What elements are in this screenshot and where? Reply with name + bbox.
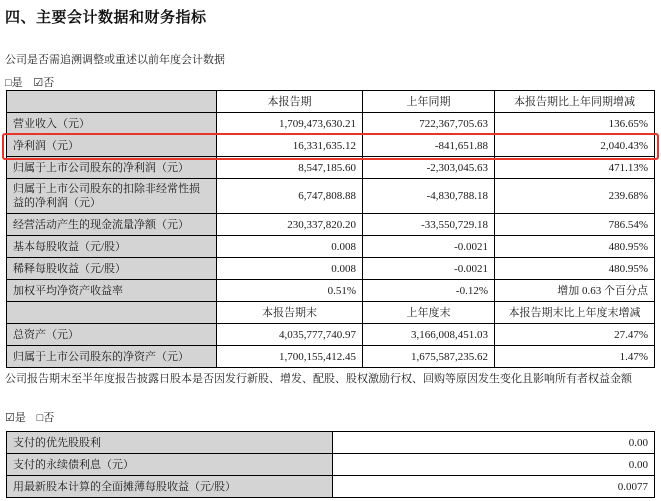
current-value-cell: 0.008 <box>217 258 363 280</box>
header-prior-period: 上年同期 <box>363 91 495 113</box>
prior-value-cell: -2,303,045.63 <box>363 157 495 179</box>
row-label-cell: 营业收入（元） <box>7 113 217 135</box>
share-change-checkbox-group <box>5 409 62 425</box>
table-row <box>7 179 655 214</box>
table-row <box>7 157 655 179</box>
restate-checkbox-group <box>5 74 62 90</box>
table-row <box>7 346 655 368</box>
table-row <box>7 214 655 236</box>
change-value-cell: 1.47% <box>495 346 655 368</box>
row-label-cell: 归属于上市公司股东的净利润（元） <box>7 157 217 179</box>
current-value-cell: 1,700,155,412.45 <box>217 346 363 368</box>
table-row <box>7 113 655 135</box>
current-value-cell: 230,337,820.20 <box>217 214 363 236</box>
current-value-cell: 1,709,473,630.21 <box>217 113 363 135</box>
endpoint-header-row <box>7 302 655 324</box>
row-label-cell: 稀释每股收益（元/股） <box>7 258 217 280</box>
share-rows-body <box>7 432 655 498</box>
prior-value-cell: -4,830,788.18 <box>363 179 495 214</box>
row-label-cell: 用最新股本计算的全面摊薄每股收益（元/股） <box>7 476 333 498</box>
period-rows-body <box>7 113 655 302</box>
prior-value-cell: 1,675,587,235.62 <box>363 346 495 368</box>
endpoint-rows-body <box>7 324 655 368</box>
header-current-endpoint: 本报告期末 <box>217 302 363 324</box>
prior-value-cell: 3,166,008,451.03 <box>363 324 495 346</box>
table-row <box>7 135 655 157</box>
value-cell: 0.0077 <box>333 476 655 498</box>
table-row <box>7 280 655 302</box>
prior-value-cell: -0.12% <box>363 280 495 302</box>
question-restate: 公司是否需追溯调整或重述以前年度会计数据 <box>5 54 225 66</box>
table-row <box>7 432 655 454</box>
header-prior-endpoint: 上年度末 <box>363 302 495 324</box>
prior-value-cell: -0.0021 <box>363 258 495 280</box>
share-change-yes-checkbox: ☑是 <box>5 412 26 424</box>
change-value-cell: 2,040.43% <box>495 135 655 157</box>
row-label-cell: 支付的永续债利息（元） <box>7 454 333 476</box>
page-title: 四、主要会计数据和财务指标 <box>5 10 207 26</box>
table-row <box>7 236 655 258</box>
row-label-cell: 加权平均净资产收益率 <box>7 280 217 302</box>
row-label-cell: 归属于上市公司股东的净资产（元） <box>7 346 217 368</box>
prior-value-cell: 722,367,705.63 <box>363 113 495 135</box>
current-value-cell: 0.008 <box>217 236 363 258</box>
table-row <box>7 454 655 476</box>
prior-value-cell: -33,550,729.18 <box>363 214 495 236</box>
share-change-no-checkbox: □否 <box>36 412 55 424</box>
current-value-cell: 4,035,777,740.97 <box>217 324 363 346</box>
header-endpoint-change: 本报告期末比上年度末增减 <box>495 302 655 324</box>
period-header-row <box>7 91 655 113</box>
change-value-cell: 27.47% <box>495 324 655 346</box>
change-value-cell: 480.95% <box>495 258 655 280</box>
change-value-cell: 471.13% <box>495 157 655 179</box>
table-row <box>7 476 655 498</box>
table-row <box>7 324 655 346</box>
change-value-cell: 136.65% <box>495 113 655 135</box>
row-label-cell: 净利润（元） <box>7 135 217 157</box>
question-share-change: 公司报告期末至半年度报告披露日股本是否因发行新股、增发、配股、股权激励行权、回购等原因发生变化且影响所有者权益金额 <box>5 373 632 385</box>
corner-cell <box>7 91 217 113</box>
current-value-cell: 16,331,635.12 <box>217 135 363 157</box>
prior-value-cell: -0.0021 <box>363 236 495 258</box>
change-value-cell: 239.68% <box>495 179 655 214</box>
value-cell: 0.00 <box>333 454 655 476</box>
change-value-cell: 480.95% <box>495 236 655 258</box>
row-label-cell: 支付的优先股股利 <box>7 432 333 454</box>
current-value-cell: 8,547,185.60 <box>217 157 363 179</box>
header-period-change: 本报告期比上年同期增减 <box>495 91 655 113</box>
current-value-cell: 0.51% <box>217 280 363 302</box>
prior-value-cell: -841,651.88 <box>363 135 495 157</box>
row-label-cell: 归属于上市公司股东的扣除非经常性损益的净利润（元） <box>7 179 217 214</box>
header-current-period: 本报告期 <box>217 91 363 113</box>
table-row <box>7 258 655 280</box>
restate-no-checkbox: ☑否 <box>33 77 55 89</box>
current-value-cell: 6,747,808.88 <box>217 179 363 214</box>
dividend-eps-table <box>6 431 655 498</box>
restate-yes-checkbox: □是 <box>5 77 23 89</box>
change-value-cell: 786.54% <box>495 214 655 236</box>
row-label-cell: 基本每股收益（元/股） <box>7 236 217 258</box>
corner-cell <box>7 302 217 324</box>
value-cell: 0.00 <box>333 432 655 454</box>
row-label-cell: 经营活动产生的现金流量净额（元） <box>7 214 217 236</box>
financial-indicators-table <box>6 90 655 368</box>
row-label-cell: 总资产（元） <box>7 324 217 346</box>
change-value-cell: 增加 0.63 个百分点 <box>495 280 655 302</box>
